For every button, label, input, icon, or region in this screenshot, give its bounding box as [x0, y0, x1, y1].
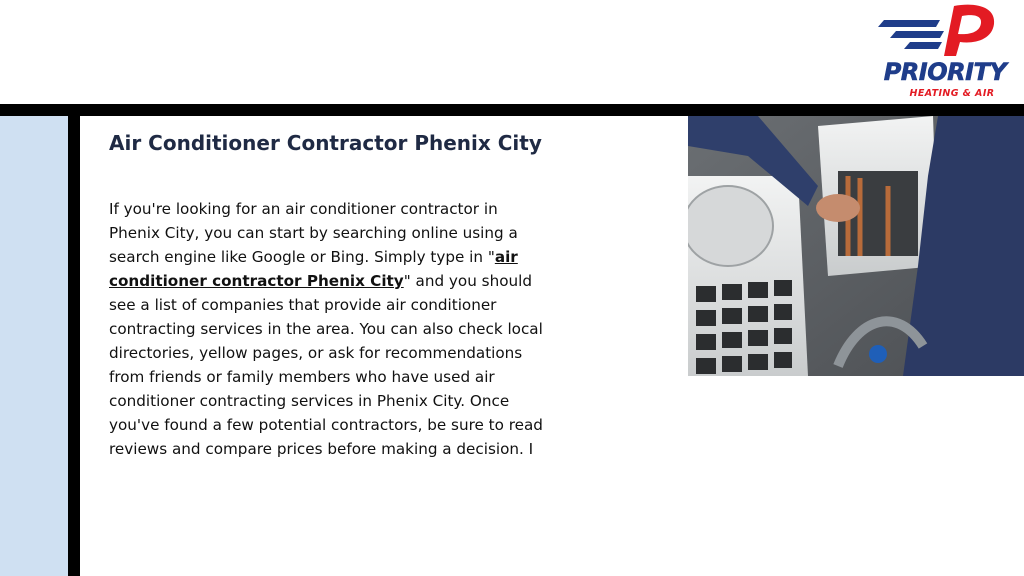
logo-brand-text: PRIORITY	[883, 58, 1007, 86]
article-body	[109, 197, 549, 461]
header-divider	[0, 104, 1024, 116]
body-text-before-link: If you're looking for an air conditioner contractor in Phenix City, you can start by searching online using a search engine like Google or Bing. Simply type in "	[109, 200, 518, 266]
logo-subtitle: HEATING & AIR	[909, 88, 995, 99]
left-divider	[68, 104, 80, 576]
priority-logo[interactable]	[862, 0, 1024, 104]
body-text-after-link: " and you should see a list of companies that provide air conditioner contracting services in the area. You can also check local directories, yellow pages, or ask for recommendations from friends or family members who have used air conditioner contracting services in Phenix City. Once you've found a few potential contractors, be sure to read reviews and compare prices before making a decision. I	[109, 272, 543, 458]
article-link[interactable]: air conditioner contractor Phenix City	[109, 248, 518, 290]
hvac-technician-photo	[688, 116, 1024, 376]
article-title: Air Conditioner Contractor Phenix City	[109, 131, 542, 155]
left-accent-panel	[0, 116, 68, 576]
